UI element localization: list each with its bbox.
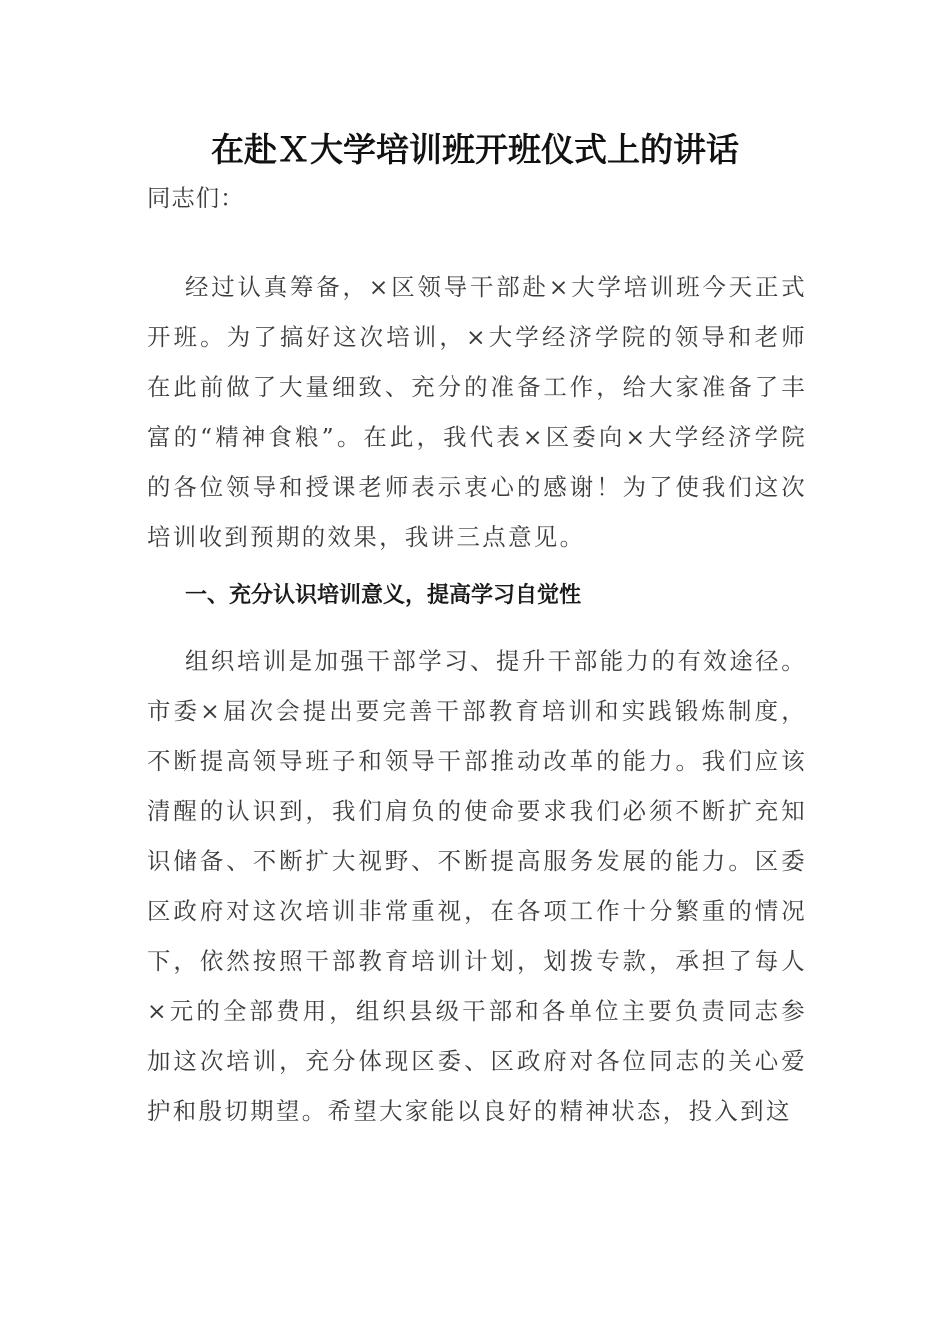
document-title: 在赴Ｘ大学培训班开班仪式上的讲话 <box>211 130 739 169</box>
paragraph-intro: 经过认真筹备，×区领导干部赴×大学培训班今天正式开班。为了搞好这次培训，×大学经济学院的领导和老师在此前做了大量细致、充分的准备工作，给大家准备了丰富的“精神食粮”。在此，我代表×区委向×大学经济学院的各位领导和授课老师表示衷心的感谢！为了使我们这次培训收到预期的效果，我讲三点意见。 <box>147 273 807 551</box>
paragraph-section-1: 组织培训是加强干部学习、提升干部能力的有效途径。市委×届次会提出要完善干部教育培训和实践锻炼制度，不断提高领导班子和领导干部推动改革的能力。我们应该清醒的认识到，我们肩负的使命要求我们必须不断扩充知识储备、不断扩大视野、不断提高服务发展的能力。区委区政府对这次培训非常重视，在各项工作十分繁重的情况下，依然按照干部教育培训计划，划拨专款，承担了每人×元的全部费用，组织县级干部和各单位主要负责同志参加这次培训，充分体现区委、区政府对各位同志的关心爱护和殷切期望。希望大家能以良好的精神状态，投入到这 <box>147 647 807 1125</box>
salutation: 同志们： <box>147 184 245 212</box>
section-heading-1: 一、充分认识培训意义，提高学习自觉性 <box>185 583 582 608</box>
